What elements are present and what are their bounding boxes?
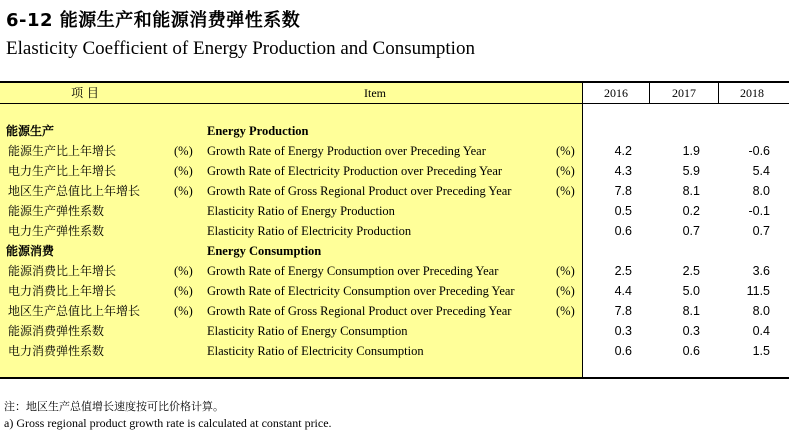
row-unit-en: (%)	[556, 184, 575, 198]
row-label-cn: 能源消费	[6, 244, 55, 258]
row-unit-cn: (%)	[174, 284, 193, 298]
row-unit-cn	[174, 241, 198, 261]
table-title-en: Elasticity Coefficient of Energy Production and Consumption	[6, 38, 475, 59]
row-value-2017: 2.5	[682, 264, 700, 278]
row-value-2017: 5.0	[682, 284, 700, 298]
footnote-cn: 注：地区生产总值增长速度按可比价格计算。	[4, 400, 224, 413]
row-label-en: Growth Rate of Energy Production over Preceding Year	[207, 144, 486, 158]
row-label-cn: 能源消费弹性系数	[8, 324, 105, 338]
row-label-cn: 能源生产	[6, 124, 55, 138]
row-value-2017: 5.9	[682, 164, 700, 178]
header-item-cn: 项 目	[71, 86, 99, 100]
row-unit-en: (%)	[556, 304, 575, 318]
row-unit-cn	[174, 221, 198, 241]
row-label-en: Growth Rate of Energy Consumption over Preceding Year	[207, 264, 499, 278]
row-value-2016: 0.6	[614, 344, 632, 358]
row-unit-en	[556, 201, 580, 221]
row-value-2017: 0.6	[682, 344, 700, 358]
row-value-2016: 0.6	[614, 224, 632, 238]
header-item-en: Item	[364, 86, 386, 100]
row-label-en: Elasticity Ratio of Electricity Production	[207, 224, 412, 238]
row-value-2017: 1.9	[682, 144, 700, 158]
row-label-cn: 地区生产总值比上年增长	[8, 184, 141, 198]
header-year-2018: 2018	[740, 86, 764, 100]
row-value-2017: 0.2	[682, 204, 700, 218]
row-value-2018: 1.5	[752, 344, 770, 358]
row-value-2016	[583, 121, 632, 141]
row-unit-cn: (%)	[174, 264, 193, 278]
row-unit-en	[556, 321, 580, 341]
footnote-en: a) Gross regional product growth rate is calculated at constant price.	[4, 416, 332, 430]
row-unit-cn	[174, 341, 198, 361]
row-label-cn: 电力消费比上年增长	[8, 284, 117, 298]
header-year-2017: 2017	[672, 86, 696, 100]
row-label-cn: 电力生产弹性系数	[8, 224, 105, 238]
row-unit-en	[556, 241, 580, 261]
row-unit-cn: (%)	[174, 184, 193, 198]
row-unit-en: (%)	[556, 164, 575, 178]
row-label-cn: 电力消费弹性系数	[8, 344, 105, 358]
row-unit-en: (%)	[556, 264, 575, 278]
row-value-2018: 8.0	[752, 184, 770, 198]
row-label-en: Elasticity Ratio of Electricity Consumption	[207, 344, 424, 358]
row-label-cn: 能源消费比上年增长	[8, 264, 117, 278]
row-value-2018	[719, 121, 770, 141]
row-value-2016	[583, 241, 632, 261]
row-unit-cn	[174, 321, 198, 341]
row-unit-en	[556, 221, 580, 241]
row-value-2016: 7.8	[614, 304, 632, 318]
row-label-cn: 电力生产比上年增长	[8, 164, 117, 178]
row-value-2016: 4.4	[614, 284, 632, 298]
row-label-en: Elasticity Ratio of Energy Consumption	[207, 324, 408, 338]
header-rule	[0, 103, 789, 104]
row-label-cn: 能源生产比上年增长	[8, 144, 117, 158]
row-label-en: Energy Production	[207, 124, 309, 138]
row-value-2017: 8.1	[682, 304, 700, 318]
row-value-2018: -0.1	[748, 204, 770, 218]
row-value-2018: 8.0	[752, 304, 770, 318]
row-unit-cn: (%)	[174, 164, 193, 178]
row-value-2018: 11.5	[746, 284, 770, 298]
row-label-en: Elasticity Ratio of Energy Production	[207, 204, 395, 218]
row-value-2018: -0.6	[748, 144, 770, 158]
row-value-2016: 0.3	[614, 324, 632, 338]
bottom-rule	[0, 377, 789, 379]
row-label-en: Growth Rate of Electricity Consumption over Preceding Year	[207, 284, 515, 298]
row-unit-cn	[174, 201, 198, 221]
row-value-2018: 5.4	[752, 164, 770, 178]
row-label-en: Growth Rate of Gross Regional Product over Preceding Year	[207, 304, 512, 318]
header-year-2016: 2016	[604, 86, 628, 100]
row-unit-en	[556, 121, 580, 141]
row-value-2017: 8.1	[682, 184, 700, 198]
row-value-2018	[719, 241, 770, 261]
row-value-2016: 2.5	[614, 264, 632, 278]
row-unit-en	[556, 341, 580, 361]
row-unit-en: (%)	[556, 284, 575, 298]
row-value-2017	[650, 121, 700, 141]
row-label-cn: 地区生产总值比上年增长	[8, 304, 141, 318]
row-value-2018: 0.7	[752, 224, 770, 238]
row-label-en: Energy Consumption	[207, 244, 322, 258]
row-value-2016: 4.3	[614, 164, 632, 178]
row-value-2018: 0.4	[752, 324, 770, 338]
row-value-2016: 0.5	[614, 204, 632, 218]
row-value-2017	[650, 241, 700, 261]
row-unit-cn: (%)	[174, 144, 193, 158]
row-value-2018: 3.6	[752, 264, 770, 278]
row-value-2017: 0.7	[682, 224, 700, 238]
row-label-en: Growth Rate of Electricity Production over Preceding Year	[207, 164, 503, 178]
row-value-2016: 7.8	[614, 184, 632, 198]
table-title-cn: 6-12 能源生产和能源消费弹性系数	[6, 10, 301, 31]
row-label-en: Growth Rate of Gross Regional Product over Preceding Year	[207, 184, 512, 198]
row-value-2017: 0.3	[682, 324, 700, 338]
row-label-cn: 能源生产弹性系数	[8, 204, 105, 218]
row-unit-en: (%)	[556, 144, 575, 158]
row-unit-cn	[174, 121, 198, 141]
row-value-2016: 4.2	[614, 144, 632, 158]
row-unit-cn: (%)	[174, 304, 193, 318]
